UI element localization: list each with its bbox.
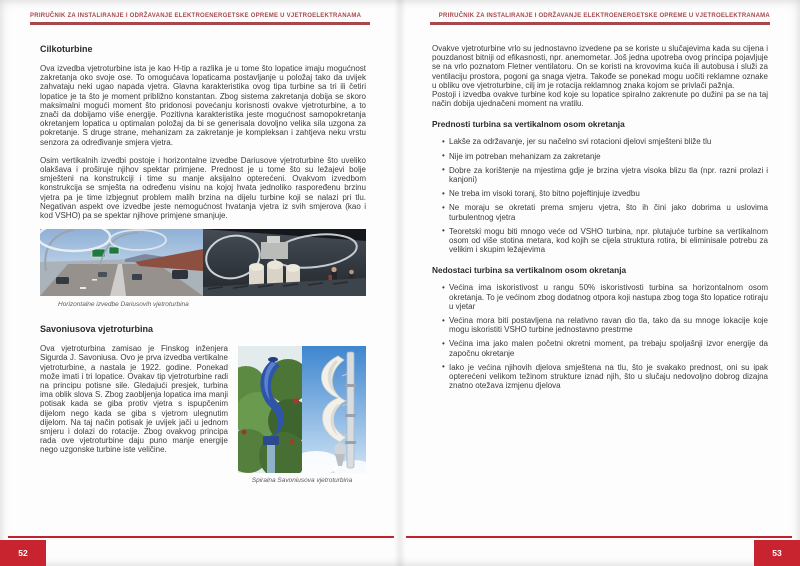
- figure-savonius: [238, 346, 366, 484]
- disadvantages-title: Nedostaci turbina sa vertikalnom osom okretanja: [432, 265, 627, 276]
- blue-savonius-turbine-photo: [238, 346, 302, 473]
- list-item: • Teoretski mogu biti mnogo veće od VSHO turbina, npr. plutajuće turbine sa vertikalnom osom od više stotina metara, kod kojih se cijela struktura rotira, bi eliminisale potrebu za velikim i skupim ležajevima: [442, 227, 768, 255]
- advantages-title: Prednosti turbina sa vertikalnom osom okretanja: [432, 119, 625, 130]
- figure-caption: Horizontalne izvedbe Dariusovih vjetroturbina: [58, 301, 189, 309]
- booklet-title: PRIRUČNIK ZA INSTALIRANJE I ODRŽAVANJE ELEKTROENERGETSKE OPREME U VJETROELEKTRANAMA: [30, 13, 362, 19]
- right-page-content: [432, 44, 768, 395]
- section-title-savonius: Savoniusova vjetroturbina: [40, 324, 154, 335]
- list-item: • Većina ima iskoristivost u rangu 50% iskoristivosti turbina sa horizontalnom osom okretanja. To je većinom zbog dodatnog otpora koji nastupa zbog toga što lopatice rotiraju u vjetar: [442, 283, 768, 311]
- list-item: • Iako je većina njihovih djelova smještena na tlu, što je svakako prednost, oni su ipak opterećeni velikom težinom strukture iznad njih, što u slučaju nedovoljno dobrog dizajna znatno otežava izmjenu djelova: [442, 363, 768, 391]
- paragraph: Postoji i izvedba ovakve turbine kod koje su lopatice spiralno zakrenute po dužini pa se na taj način dobija ujednačeni moment na vratilu.: [432, 90, 768, 109]
- left-page-content: [40, 44, 366, 486]
- list-item: • Ne moraju se okretati prema smjeru vjetra, što ih čini jako dobrima u uslovima turbulentnog vjetra: [442, 203, 768, 221]
- savonius-section: [40, 324, 366, 486]
- left-page-header: [30, 13, 370, 25]
- darius-turbine-structure-photo: [203, 229, 366, 296]
- section-title-cilkoturbine: Cilkoturbine: [40, 44, 93, 54]
- highway-darius-turbines-photo: [40, 229, 203, 296]
- advantages-list: [432, 137, 768, 254]
- list-item: • Dobre za korištenje na mjestima gdje je brzina vjetra visoka blizu tla (npr. razni prolazi i kanjoni): [442, 166, 768, 184]
- list-item: • Većina mora biti postavljena na relativno ravan dio tla, tako da su mnoge lokacije koje mogu iskoristiti VSHO turbine jednostavno prestrme: [442, 316, 768, 334]
- disadvantages-list: [432, 283, 768, 390]
- figure-darius-photos: [40, 229, 366, 296]
- paragraph: Ovakve vjetroturbine vrlo su jednostavno izvedene pa se koriste u slučajevima kada su cijena i pouzdanost bitniji od efikasnosti, npr. anemometar. Još jedna upotreba ovog principa pojavljuje se na vrlo poznatom Fletner ventilatoru. On se koristi na krovovima kuća ili autobusa i služi za ventilaciju prostora, pogoni ga snaga vjetra. Takođe se ponekad mogu uočiti reklamne oznake u obliku ove vjetroturbine, cilj im je rotacija reklamnog znaka kojom se privlači pažnja.: [432, 44, 768, 90]
- header-rule: [430, 22, 770, 25]
- white-spiral-savonius-photo: [302, 346, 366, 473]
- footer-rule-right: [406, 536, 792, 538]
- page-number-left: 52: [0, 540, 46, 566]
- paragraph: Ova vjetroturbina zamisao je Finskog inženjera Sigurda J. Savoniusa. Ovo je prva izvedba vertikalne vjetroturbine, a nastala je 1922. godine. Ponekad može imati i tri lopatice. Ovakav tip vjetroturbine radi na principu potisne sile. Gledajući presjek, turbina ima oblik slova S. Zbog zaobljenja lopatica ima manji potisak kada se giba protiv vjetra s ispupčenim dijelom nego kada se giba s vjetrom ulegnutim dijelom. Na taj način potisak je uvijek jači u jednom smjeru i dolazi do rotacije. Zbog ovakvog principa rada ove vjetroturbine daju puno manje energije nego uzgonske turbine iste veličine.: [40, 344, 228, 455]
- list-item: • Većina ima jako malen početni okretni moment, pa trebaju spoljašnji izvor energije da započnu okretanje: [442, 339, 768, 357]
- paragraph: Ova izvedba vjetroturbine ista je kao H-tip a razlika je u tome što lopatice imaju mogućnost zakretanja oko svoje ose. To omogućava lopaticama postavljanje u položaj tako da uvijek zahvataju neki ugao napada vjetra. Glavna karakteristika ovog tipa turbine sa tri ili četiri lopatice je ta što je moment približno konstantan. Zbog sistema zakretanja dobija se skoro maksimalni mogući moment što pridonosi povećanju korisnosti ovakve vjetroturbine, a to znači da dobijamo više energije. Pozitivna karakteristika jeste mogućnost samopokretanja okretanjem lopatica u optimalan položaj da bi se generisala dovoljno velika sila uzgona za pokretanje. S druge strane, mehanizam za zakretanje je kompleksan i zahtjeva neku vrstu senzora za određivanje smjera vjetra.: [40, 64, 366, 147]
- right-page-header: [430, 13, 770, 25]
- page-number-right: 53: [754, 540, 800, 566]
- book-spine-shadow: [394, 0, 406, 566]
- footer-rule-left: [8, 536, 394, 538]
- list-item: • Lakše za održavanje, jer su načelno svi rotacioni djelovi smješteni bliže tlu: [442, 137, 768, 146]
- list-item: • Ne treba im visoki toranj, što bitno pojeftinjuje izvedbu: [442, 189, 768, 198]
- paragraph: Osim vertikalnih izvedbi postoje i horizontalne izvedbe Dariusove vjetroturbine što uveliko olakšava i proširuje njihov spektar primjene. Prednost je u tome što su ležajevi bolje smješteni na konstrukciji i time su manje aksijalno opterećeni. Ovakvom izvedbom konstrukcija se smješta na određenu visinu na kojoj hvata jednoliko raspoređenu brzinu vjetra pa je time izbjegnut problem malih brzina na dijelu turbine koji se nalazi pri tlu. Negativan aspekt ove izvedbe jeste nemogućnost hvatanja vjetra iz svih smjerova (kao i kod VSHO) pa se spektar njihove primjene smanjuje.: [40, 155, 366, 221]
- figure-caption: Spiralna Savoniusova vjetroturbina: [251, 477, 353, 485]
- header-rule: [30, 22, 370, 25]
- booklet-title: PRIRUČNIK ZA INSTALIRANJE I ODRŽAVANJE ELEKTROENERGETSKE OPREME U VJETROELEKTRANAMA: [438, 13, 770, 19]
- list-item: • Nije im potreban mehanizam za zakretanje: [442, 152, 768, 161]
